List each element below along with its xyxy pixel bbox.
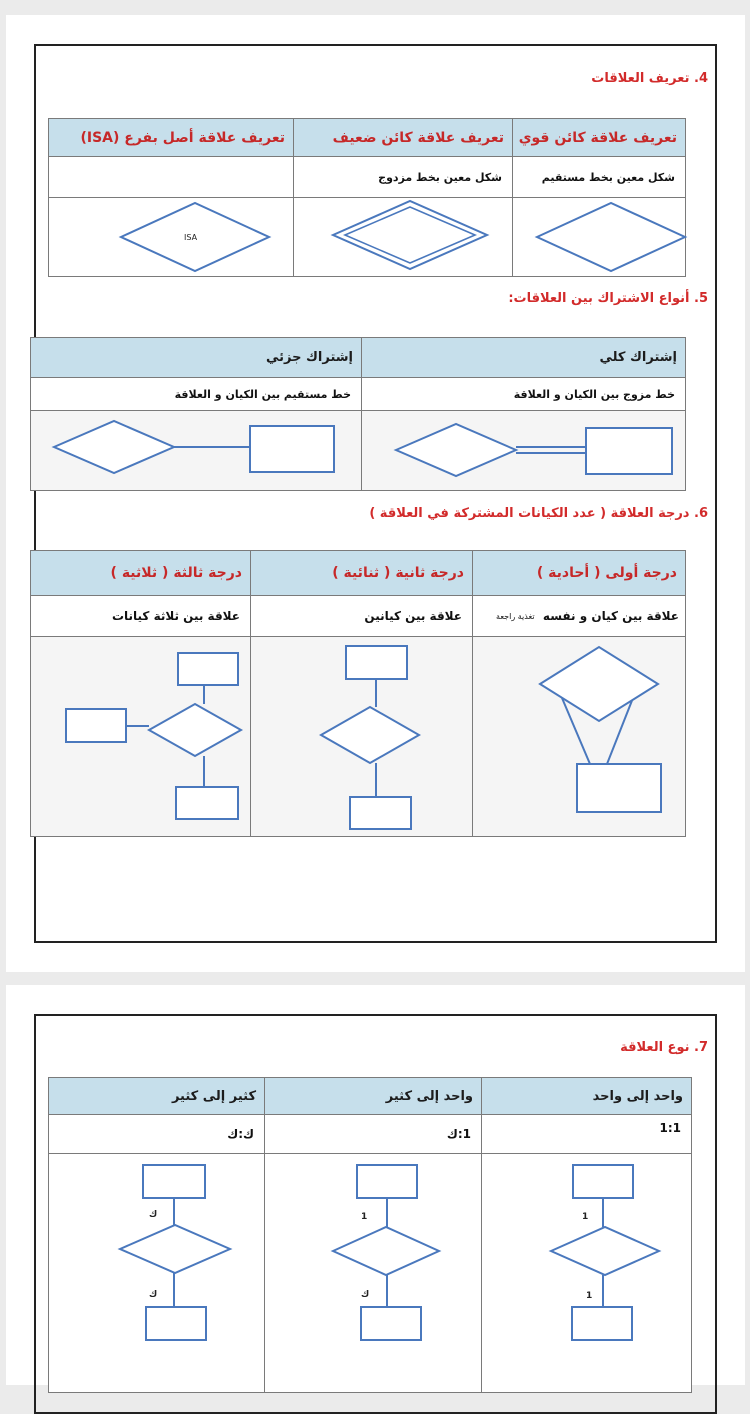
section-6-desc-ternary: علاقة بين ثلاثة كيانات: [30, 595, 251, 637]
section-7-heading: 7. نوع العلاقة: [620, 1040, 708, 1055]
one-to-many-entity-bottom: [361, 1307, 421, 1340]
one-to-one-diamond: [551, 1227, 659, 1275]
section-4-header-strong: تعريف علاقة كائن قوي: [512, 118, 686, 157]
feedback-note: تغذية راجعة: [496, 611, 535, 621]
many-to-many-label-top: ك: [149, 1210, 158, 1220]
binary-entity-top: [346, 646, 407, 679]
one-to-many-diamond: [333, 1227, 439, 1275]
binary-entity-bottom: [350, 797, 411, 829]
many-to-many-label-bottom: ك: [149, 1290, 158, 1300]
section-5-heading: 5. أنواع الاشتراك بين العلاقات:: [508, 291, 708, 306]
one-to-one-label-bottom: 1: [586, 1291, 593, 1301]
section-7-ratio-many-to-many: ك:ك: [48, 1114, 265, 1154]
ternary-entity-bottom: [176, 787, 238, 819]
section-7-diagrams: [6, 985, 745, 1385]
section-6-heading: 6. درجة العلاقة ( عدد الكيانات المشتركة في العلاقة ): [369, 506, 708, 521]
ternary-entity-left: [66, 709, 126, 742]
section-4-desc-strong: شكل معين بخط مستقيم: [512, 156, 686, 198]
section-4-header-isa: تعريف علاقة أصل بفرع (ISA): [48, 118, 294, 157]
document-page-2: [6, 985, 745, 1385]
section-4-desc-weak: شكل معين بخط مزدوج: [293, 156, 513, 198]
one-to-many-label-bottom: ك: [361, 1290, 370, 1300]
section-6-desc-binary: علاقة بين كيانين: [250, 595, 473, 637]
section-6-header-unary: درجة أولى ( أحادية ): [472, 550, 686, 596]
section-7-header-one-to-many: واحد إلى كثير: [264, 1077, 482, 1115]
section-7-header-one-to-one: واحد إلى واحد: [481, 1077, 692, 1115]
ternary-entity-top: [178, 653, 238, 685]
one-to-one-label-top: 1: [582, 1212, 589, 1222]
one-to-one-entity-top: [573, 1165, 633, 1198]
section-7-header-many-to-many: كثير إلى كثير: [48, 1077, 265, 1115]
isa-label: ISA: [184, 233, 198, 242]
section-6-header-binary: درجة ثانية ( ثنائية ): [250, 550, 473, 596]
section-6-desc-unary-text: علاقة بين كيان و نفسه: [542, 609, 679, 623]
one-to-many-label-top: 1: [361, 1212, 368, 1222]
one-to-many-entity-top: [357, 1165, 417, 1198]
section-5-header-total: إشتراك كلي: [361, 337, 686, 378]
section-5-header-partial: إشتراك جزئي: [30, 337, 362, 378]
one-to-one-entity-bottom: [572, 1307, 632, 1340]
ternary-diamond: [149, 704, 241, 756]
many-to-many-entity-bottom: [146, 1307, 206, 1340]
section-7-ratio-one-to-many: 1:ك: [264, 1114, 482, 1154]
unary-entity: [577, 764, 661, 812]
many-to-many-entity-top: [143, 1165, 205, 1198]
section-6-header-ternary: درجة ثالثة ( ثلاثية ): [30, 550, 251, 596]
section-5-desc-total: خط مزوج بين الكيان و العلاقة: [361, 377, 686, 411]
section-4-heading: 4. تعريف العلاقات: [591, 71, 708, 86]
binary-diamond: [321, 707, 419, 763]
unary-diamond: [540, 647, 658, 721]
section-5-desc-partial: خط مستقيم بين الكيان و العلاقة: [30, 377, 362, 411]
document-page-1: [6, 15, 745, 972]
section-6-diagrams: [6, 15, 745, 972]
section-7-ratio-one-to-one: 1:1: [481, 1114, 692, 1154]
section-4-header-weak: تعريف علاقة كائن ضعيف: [293, 118, 513, 157]
many-to-many-diamond: [120, 1225, 230, 1273]
